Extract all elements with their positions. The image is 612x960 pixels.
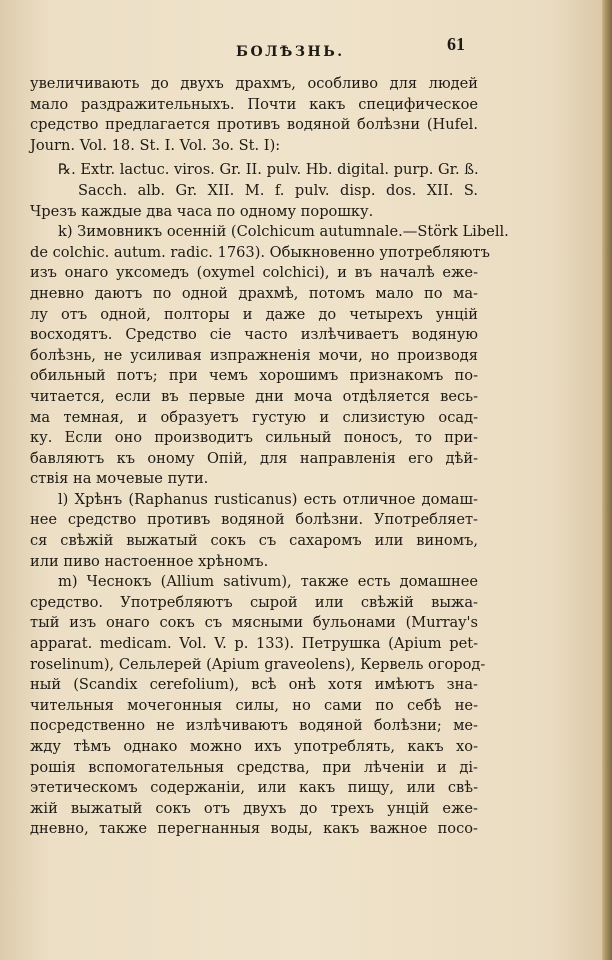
text-line: изъ онаго уксомедъ (oxymel colchici), и въ началѣ еже-	[30, 264, 478, 282]
text-line: de colchic. autum. radic. 1763). Обыкновенно употребляютъ	[30, 243, 490, 261]
text-line: читается, если въ первые дни моча отдѣляется весь-	[30, 387, 478, 405]
text-line: болѣзнь, не усиливая изпражненія мочи, но производя	[30, 346, 478, 364]
section-heading-l: l) Хрѣнъ (Raphanus rusticanus) есть отличное домаш-	[58, 490, 478, 508]
text-line: roselinum), Сельлерей (Apium graveolens), Кервель огород-	[30, 655, 486, 673]
text-line: восходятъ. Средство сіе часто излѣчиваетъ водяную	[30, 326, 478, 344]
text-line: ствія на мочевые пути.	[30, 470, 209, 488]
prescription-line: Sacch. alb. Gr. XII. M. f. pulv. disp. dos. XII. S.	[78, 181, 478, 199]
text-line: или пиво настоенное хрѣномъ.	[30, 552, 269, 570]
text-line: жій выжатый сокъ отъ двухъ до трехъ унцій еже-	[30, 799, 478, 817]
text-line: ный (Scandix cerefolium), всѣ онѣ хотя имѣютъ зна-	[30, 676, 478, 694]
prescription-line: ℞. Extr. lactuc. viros. Gr. II. pulv. Hb. digital. purp. Gr. ß.	[58, 161, 479, 179]
text-line: средство. Употребляютъ сырой или свѣжій выжа-	[30, 593, 478, 611]
text-line: Journ. Vol. 18. St. I. Vol. 3o. St. I):	[30, 136, 281, 154]
text-line: увеличивають до двухъ драхмъ, особливо для людей	[30, 75, 478, 92]
page-number: 61	[447, 34, 465, 54]
text-line: жду тѣмъ однако можно ихъ употреблять, какъ хо-	[30, 738, 478, 755]
text-line: ма темная, и образуетъ густую и слизистую осад-	[30, 408, 478, 426]
page-edge-shadow	[602, 0, 612, 960]
section-heading-k: k) Зимовникъ осенній (Colchicum autumnale.—Störk Libell.	[58, 223, 509, 241]
text-line: бавляютъ къ оному Опій, для направленія его дѣй-	[30, 449, 478, 467]
text-line: этетическомъ содержаніи, или какъ пищу, или свѣ-	[30, 779, 478, 797]
section-heading-m: m) Чеснокъ (Allium sativum), также есть домашнее	[58, 573, 478, 591]
text-line: ку. Если оно производитъ сильный поносъ, то при-	[30, 429, 478, 447]
text-line: тый изъ онаго сокъ съ мясными бульонами (Murray's	[30, 614, 478, 632]
text-line: обильный потъ; при чемъ хорошимъ признакомъ по-	[30, 367, 478, 385]
running-head: БОЛѢЗНЬ.	[236, 44, 345, 60]
text-line: ся свѣжій выжатый сокъ съ сахаромъ или виномъ,	[30, 532, 478, 550]
text-line: дневно даютъ по одной драхмѣ, потомъ мало по ма-	[30, 284, 478, 302]
text-line: мало раздражительныхъ. Почти какъ специфическое	[30, 95, 478, 113]
text-line: Чрезъ каждые два часа по одному порошку.	[30, 202, 374, 220]
text-line: чительныя мочегонныя силы, но сами по себѣ не-	[30, 696, 478, 714]
text-line: лу отъ одной, полторы и даже до четырехъ унцій	[30, 305, 478, 323]
text-line: средство предлагается противъ водяной болѣзни (Hufel.	[30, 116, 478, 134]
text-line: apparat. medicam. Vol. V. p. 133). Петрушка (Apium pet-	[30, 635, 478, 653]
body-text	[30, 74, 509, 840]
text-line: рошія вспомогательныя средства, при лѣченіи и ді-	[30, 758, 478, 776]
text-line: дневно, также перегнанныя воды, какъ важное посо-	[30, 820, 478, 838]
page-header	[0, 34, 612, 64]
text-line: нее средство противъ водяной болѣзни. Употребляет-	[30, 511, 478, 529]
text-line: посредственно не излѣчиваютъ водяной болѣзни; ме-	[30, 717, 478, 735]
